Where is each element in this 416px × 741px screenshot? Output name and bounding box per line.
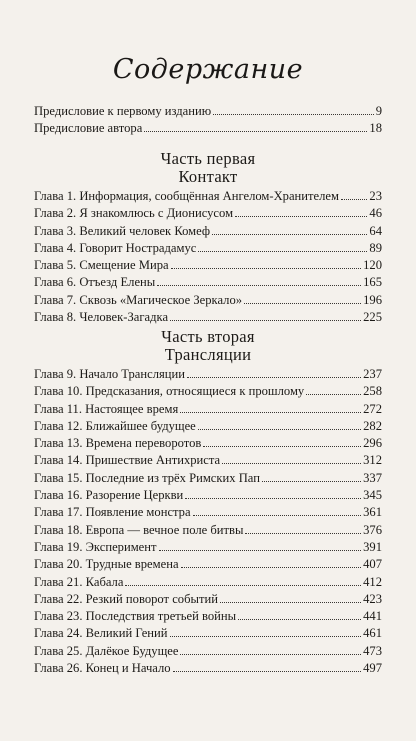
leader-dots [198, 251, 367, 252]
entry-page: 258 [363, 384, 382, 399]
list-item [34, 608, 382, 625]
part-two-number: Часть вторая [161, 327, 255, 346]
leader-dots [213, 114, 374, 115]
leader-dots [244, 303, 361, 304]
entry-label: Глава 15. Последние из трёх Римских Пап [34, 470, 260, 485]
leader-dots [220, 602, 361, 603]
page-title: Содержание [112, 54, 304, 85]
list-item [34, 257, 382, 274]
leader-dots [171, 268, 362, 269]
entry-label: Предисловие автора [34, 121, 143, 136]
entry-page: 23 [369, 189, 382, 203]
leader-dots [170, 636, 362, 637]
list-item [34, 522, 382, 539]
entry-page: 407 [363, 557, 382, 572]
entry-page: 497 [363, 661, 382, 676]
entry-label: Глава 16. Разорение Церкви [34, 488, 184, 503]
entry-label: Глава 2. Я знакомлюсь с Дионисусом [34, 206, 234, 221]
part-one-chapter-list [34, 188, 382, 326]
entry-page: 441 [363, 609, 382, 624]
entry-page: 165 [363, 275, 382, 290]
list-item [34, 188, 382, 205]
entry-label: Глава 14. Пришествие Антихриста [34, 453, 221, 468]
part-two-title: Трансляции [164, 345, 252, 364]
leader-dots [185, 498, 361, 499]
list-item [34, 120, 382, 137]
leader-dots [181, 567, 362, 568]
entry-label: Глава 21. Кабала [34, 574, 124, 589]
entry-page: 412 [363, 574, 382, 589]
entry-page: 391 [363, 539, 382, 554]
entry-label: Глава 26. Конец и Начало [34, 661, 171, 676]
entry-label: Предисловие к первому изданию [34, 104, 212, 118]
leader-dots [341, 199, 367, 200]
entry-page: 337 [363, 470, 382, 485]
entry-label: Глава 18. Европа — вечное поле битвы [34, 522, 244, 537]
part-one-title: Контакт [178, 167, 238, 186]
list-item [34, 103, 382, 120]
entry-label: Глава 8. Человек-Загадка [34, 310, 169, 325]
entry-label: Глава 19. Эксперимент [34, 539, 157, 554]
entry-page: 64 [369, 223, 382, 238]
entry-label: Глава 7. Сквозь «Магическое Зеркало» [34, 292, 243, 307]
entry-label: Глава 25. Далёкое Будущее [34, 643, 179, 658]
entry-label: Глава 3. Великий человек Комеф [34, 223, 211, 238]
list-item [34, 418, 382, 435]
entry-label: Глава 11. Настоящее время [34, 401, 179, 416]
list-item [34, 435, 382, 452]
entry-label: Глава 6. Отъезд Елены [34, 275, 156, 290]
list-item [34, 574, 382, 591]
entry-label: Глава 12. Ближайшее будущее [34, 418, 196, 433]
list-item [34, 452, 382, 469]
entry-page: 376 [363, 522, 382, 537]
leader-dots [212, 234, 367, 235]
entry-label: Глава 24. Великий Гений [34, 626, 168, 641]
entry-page: 225 [363, 310, 382, 325]
list-item [34, 504, 382, 521]
leader-dots [203, 446, 361, 447]
entry-page: 120 [363, 258, 382, 273]
leader-dots [262, 481, 361, 482]
entry-label: Глава 23. Последствия третьей войны [34, 609, 237, 624]
leader-dots [193, 515, 362, 516]
list-item [34, 366, 382, 383]
leader-dots [180, 654, 361, 655]
table-of-contents-page [34, 0, 382, 741]
entry-page: 345 [363, 488, 382, 503]
leader-dots [238, 619, 361, 620]
entry-label: Глава 10. Предсказания, относящиеся к прошлому [34, 384, 305, 399]
list-item [34, 539, 382, 556]
part-two-chapter-list [34, 366, 382, 677]
list-item [34, 625, 382, 642]
entry-page: 46 [369, 206, 382, 221]
leader-dots [125, 585, 361, 586]
leader-dots [180, 412, 361, 413]
leader-dots [198, 429, 361, 430]
entry-page: 361 [363, 505, 382, 520]
list-item [34, 240, 382, 257]
entry-label: Глава 4. Говорит Нострадамус [34, 240, 197, 255]
entry-label: Глава 5. Смещение Мира [34, 258, 169, 273]
entry-label: Глава 20. Трудные времена [34, 557, 179, 572]
entry-page: 461 [363, 626, 382, 641]
list-item [34, 643, 382, 660]
list-item [34, 309, 382, 326]
list-item [34, 591, 382, 608]
leader-dots [159, 550, 362, 551]
entry-page: 89 [369, 240, 382, 255]
part-one-number: Часть первая [160, 149, 256, 168]
entry-label: Глава 22. Резкий поворот событий [34, 591, 218, 606]
entry-page: 282 [363, 418, 382, 433]
leader-dots [306, 394, 361, 395]
entry-page: 272 [363, 401, 382, 416]
list-item [34, 205, 382, 222]
preface-list [34, 103, 382, 138]
leader-dots [157, 285, 361, 286]
entry-page: 196 [363, 292, 382, 307]
entry-page: 9 [375, 104, 382, 118]
leader-dots [187, 377, 361, 378]
entry-label: Глава 17. Появление монстра [34, 505, 191, 520]
leader-dots [245, 533, 361, 534]
list-item [34, 487, 382, 504]
list-item [34, 660, 382, 677]
list-item [34, 274, 382, 291]
entry-page: 423 [363, 591, 382, 606]
list-item [34, 223, 382, 240]
leader-dots [144, 131, 367, 132]
entry-page: 237 [363, 367, 382, 381]
leader-dots [235, 216, 367, 217]
list-item [34, 470, 382, 487]
leader-dots [170, 320, 361, 321]
part-two-heading [34, 328, 382, 364]
leader-dots [173, 671, 362, 672]
list-item [34, 292, 382, 309]
entry-page: 312 [363, 453, 382, 468]
list-item [34, 556, 382, 573]
list-item [34, 383, 382, 400]
entry-label: Глава 13. Времена переворотов [34, 436, 202, 451]
leader-dots [222, 463, 361, 464]
part-one-heading [34, 150, 382, 186]
entry-page: 473 [363, 643, 382, 658]
list-item [34, 401, 382, 418]
entry-label: Глава 9. Начало Трансляции [34, 367, 185, 381]
entry-label: Глава 1. Информация, сообщённая Ангелом-Хранителем [34, 189, 339, 203]
entry-page: 18 [369, 121, 382, 136]
entry-page: 296 [363, 436, 382, 451]
